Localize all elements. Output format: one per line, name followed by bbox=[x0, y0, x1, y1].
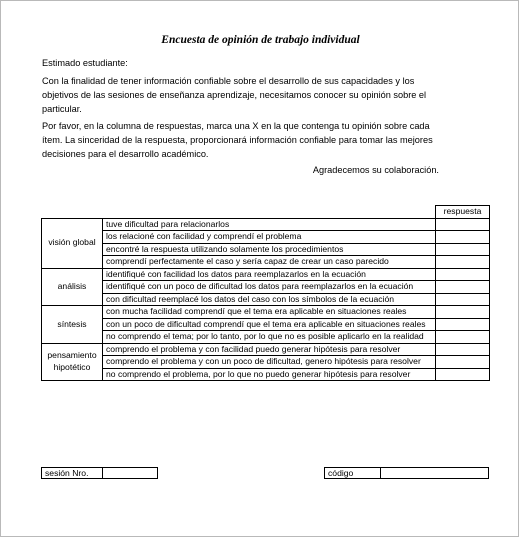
response-cell[interactable] bbox=[436, 318, 490, 331]
response-cell[interactable] bbox=[436, 231, 490, 244]
response-cell[interactable] bbox=[436, 331, 490, 344]
response-cell[interactable] bbox=[436, 268, 490, 281]
table-row bbox=[42, 243, 490, 256]
item-cell: encontré la respuesta utilizando solamente los procedimientos bbox=[103, 243, 436, 256]
table-row bbox=[42, 306, 490, 319]
item-cell: comprendí perfectamente el caso y sería capaz de crear un caso parecido bbox=[103, 256, 436, 269]
table-row bbox=[42, 256, 490, 269]
category-cell: pensamiento hipotético bbox=[42, 343, 103, 381]
response-cell[interactable] bbox=[436, 243, 490, 256]
item-cell: no comprendo el problema, por lo que no puedo generar hipótesis para resolver bbox=[103, 368, 436, 381]
greeting: Estimado estudiante: bbox=[42, 58, 128, 68]
response-cell[interactable] bbox=[436, 281, 490, 294]
code-input-box[interactable] bbox=[380, 467, 489, 479]
response-cell[interactable] bbox=[436, 218, 490, 231]
table-row bbox=[42, 218, 490, 231]
item-cell: comprendo el problema y con un poco de dificultad, genero hipótesis para resolver bbox=[103, 356, 436, 369]
instructions-paragraph: Por favor, en la columna de respuestas, marca una X en la que contenga tu opinión sobre cada ítem. La sinceridad de la respuesta, proporcionará información confiable para tomar las mejores decisiones para el desarrollo académico. bbox=[42, 121, 433, 159]
table-row bbox=[42, 368, 490, 381]
response-cell[interactable] bbox=[436, 343, 490, 356]
code-label: código bbox=[324, 467, 381, 479]
item-cell: los relacioné con facilidad y comprendí el problema bbox=[103, 231, 436, 244]
category-cell: análisis bbox=[42, 268, 103, 306]
item-cell: tuve dificultad para relacionarlos bbox=[103, 218, 436, 231]
category-cell: visión global bbox=[42, 218, 103, 268]
response-cell[interactable] bbox=[436, 306, 490, 319]
item-cell: con dificultad reemplacé los datos del caso con los símbolos de la ecuación bbox=[103, 293, 436, 306]
thanks-line: Agradecemos su colaboración. bbox=[312, 165, 439, 175]
response-column-header: respuesta bbox=[436, 206, 490, 219]
response-cell[interactable] bbox=[436, 256, 490, 269]
session-input-box[interactable] bbox=[102, 467, 158, 479]
table-row bbox=[42, 268, 490, 281]
item-cell: identifiqué con un poco de dificultad los datos para reemplazarlos en la ecuación bbox=[103, 281, 436, 294]
table-row bbox=[42, 293, 490, 306]
item-cell: identifiqué con facilidad los datos para reemplazarlos en la ecuación bbox=[103, 268, 436, 281]
survey-title: Encuesta de opinión de trabajo individual bbox=[161, 34, 360, 46]
table-row bbox=[42, 343, 490, 356]
empty-header-cell bbox=[42, 206, 103, 219]
session-label: sesión Nro. bbox=[41, 467, 103, 479]
category-cell: síntesis bbox=[42, 306, 103, 344]
empty-header-cell bbox=[103, 206, 436, 219]
table-row bbox=[42, 331, 490, 344]
table-row bbox=[42, 318, 490, 331]
item-cell: no comprendo el tema; por lo tanto, por lo que no es posible aplicarlo en la realidad bbox=[103, 331, 436, 344]
survey-table bbox=[41, 205, 490, 381]
table-row bbox=[42, 231, 490, 244]
response-cell[interactable] bbox=[436, 368, 490, 381]
table-row bbox=[42, 356, 490, 369]
item-cell: con mucha facilidad comprendí que el tema era aplicable en situaciones reales bbox=[103, 306, 436, 319]
header-row bbox=[42, 206, 490, 219]
item-cell: con un poco de dificultad comprendí que el tema era aplicable en situaciones reales bbox=[103, 318, 436, 331]
response-cell[interactable] bbox=[436, 293, 490, 306]
intro-paragraph: Con la finalidad de tener información confiable sobre el desarrollo de sus capacidades y los objetivos de las sesiones de enseñanza aprendizaje, necesitamos conocer su opinión sobre el particular. bbox=[42, 76, 427, 114]
table-row bbox=[42, 281, 490, 294]
response-cell[interactable] bbox=[436, 356, 490, 369]
item-cell: comprendo el problema y con facilidad puedo generar hipótesis para resolver bbox=[103, 343, 436, 356]
